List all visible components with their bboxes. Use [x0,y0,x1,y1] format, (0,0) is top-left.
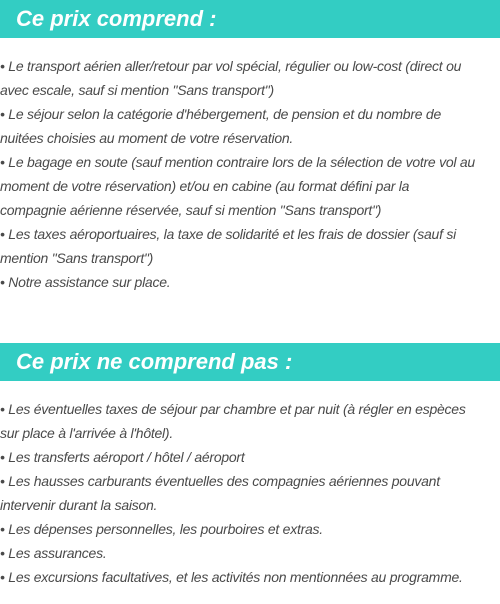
excludes-line: • Les assurances. [0,545,107,561]
excludes-line: sur place à l'arrivée à l'hôtel). [0,425,173,441]
includes-line: • Le séjour selon la catégorie d'hébergement, de pension et du nombre de [0,106,441,122]
includes-heading: Ce prix comprend : [0,0,500,38]
excludes-line: • Les transferts aéroport / hôtel / aéroport [0,449,245,465]
excludes-heading: Ce prix ne comprend pas : [0,343,500,381]
includes-line: avec escale, sauf si mention "Sans transport") [0,82,274,98]
excludes-list [0,397,500,589]
includes-list [0,54,500,294]
includes-line: compagnie aérienne réservée, sauf si mention "Sans transport") [0,202,382,218]
excludes-line: • Les hausses carburants éventuelles des compagnies aériennes pouvant [0,473,440,489]
excludes-line: • Les éventuelles taxes de séjour par chambre et par nuit (à régler en espèces [0,401,466,417]
includes-line: • Le transport aérien aller/retour par vol spécial, régulier ou low-cost (direct ou [0,58,462,74]
includes-line: • Le bagage en soute (sauf mention contraire lors de la sélection de votre vol au [0,154,475,170]
includes-line: • Notre assistance sur place. [0,274,171,290]
includes-line: nuitées choisies au moment de votre réservation. [0,130,294,146]
includes-line: moment de votre réservation) et/ou en cabine (au format défini par la [0,178,410,194]
excludes-line: intervenir durant la saison. [0,497,158,513]
includes-line: mention "Sans transport") [0,250,154,266]
excludes-line: • Les dépenses personnelles, les pourboires et extras. [0,521,323,537]
includes-line: • Les taxes aéroportuaires, la taxe de solidarité et les frais de dossier (sauf si [0,226,456,242]
excludes-line: • Les excursions facultatives, et les activités non mentionnées au programme. [0,569,463,585]
